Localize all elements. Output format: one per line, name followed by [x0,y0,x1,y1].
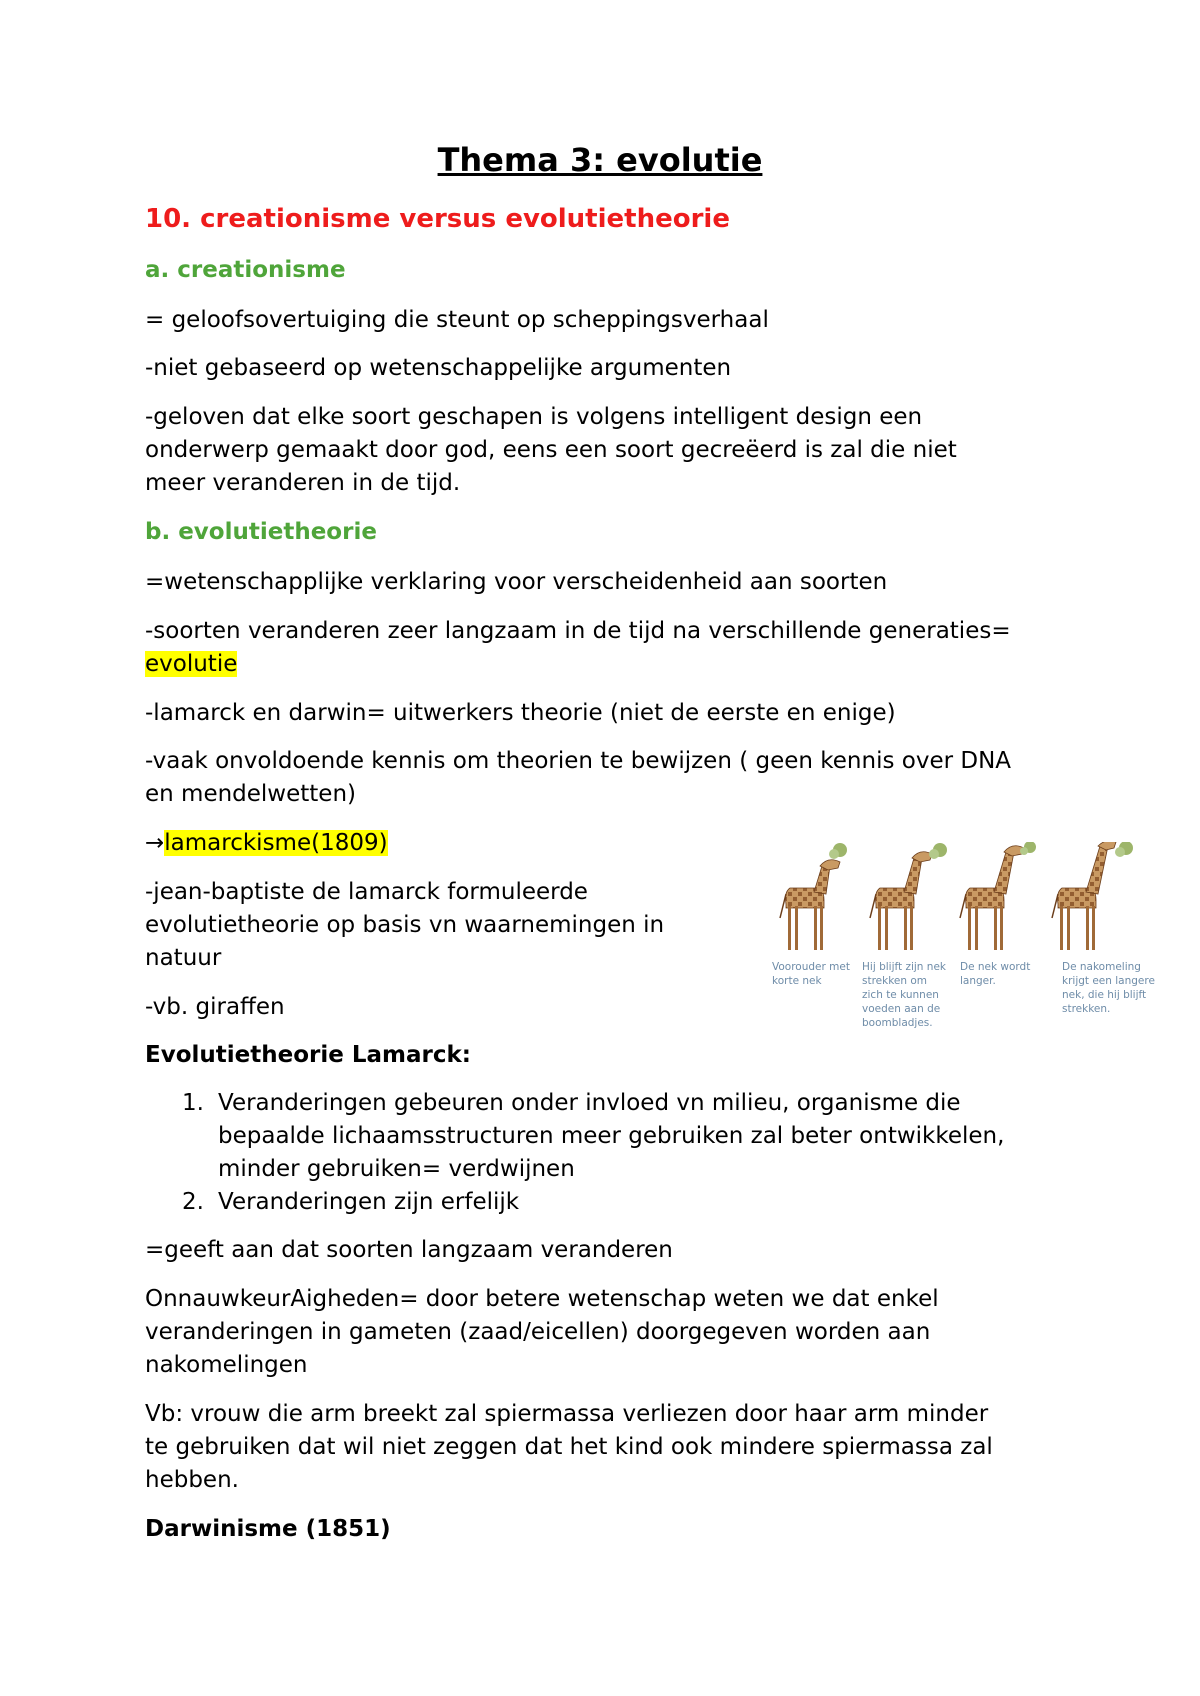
paragraph-line: -niet gebaseerd op wetenschappelijke argumenten [145,355,732,381]
paragraph-line: = geloofsovertuiging die steunt op scheppingsverhaal [145,307,769,333]
highlighted-term: lamarckisme(1809) [164,830,388,856]
figure-caption: De nek wordt langer. [960,961,1031,987]
giraffe-icon [780,843,847,950]
paragraph-line: evolutietheorie op basis vn waarnemingen in [145,912,665,938]
paragraph-line: OnnauwkeurAigheden= door betere wetenschap weten we dat enkel [145,1286,939,1312]
subheading-evolutietheorie: b. evolutietheorie [145,519,377,545]
giraffe-icon [960,842,1036,950]
paragraph-line: natuur [145,945,222,971]
paragraph-line: te gebruiken dat wil niet zeggen dat het kind ook mindere spiermassa zal [145,1434,993,1460]
arrow-icon: → [145,830,165,856]
giraffes-illustration [770,842,1170,957]
paragraph-line: -lamarck en darwin= uitwerkers theorie (niet de eerste en enige) [145,700,896,726]
paragraph-line: Vb: vrouw die arm breekt zal spiermassa verliezen door haar arm minder [145,1401,989,1427]
paragraph-line: veranderingen in gameten (zaad/eicellen) doorgegeven worden aan [145,1319,931,1345]
theory-heading: Evolutietheorie Lamarck: [145,1042,471,1068]
highlighted-term: evolutie [145,651,238,677]
darwinisme-heading: Darwinisme (1851) [145,1516,391,1542]
paragraph-line: hebben. [145,1467,239,1493]
paragraph-line: -geloven dat elke soort geschapen is volgens intelligent design een [145,404,923,430]
paragraph-line [145,648,237,681]
list-item-line: minder gebruiken= verdwijnen [218,1156,575,1182]
paragraph-line: -soorten veranderen zeer langzaam in de tijd na verschillende generaties= [145,618,1011,644]
paragraph-line: =wetenschapplijke verklaring voor verscheidenheid aan soorten [145,569,888,595]
paragraph-line: -vb. giraffen [145,994,285,1020]
figure-caption: Hij blijft zijn nek strekken om zich te kunnen voeden aan de boombladjes. [862,961,946,1029]
paragraph-line: =geeft aan dat soorten langzaam veranderen [145,1237,673,1263]
figure-caption: De nakomeling krijgt een langere nek, die hij blijft strekken. [1062,961,1155,1015]
list-item-line: Veranderingen gebeuren onder invloed vn milieu, organisme die [218,1090,961,1116]
giraffe-icon [870,843,947,950]
paragraph-line: en mendelwetten) [145,781,357,807]
paragraph-line: onderwerp gemaakt door god, eens een soort gecreëerd is zal die niet [145,437,957,463]
lamarckisme-heading [145,827,388,860]
list-item-line: Veranderingen zijn erfelijk [218,1189,520,1215]
page-title: Thema 3: evolutie [437,141,763,179]
figure-caption: Voorouder met korte nek [772,961,850,987]
section-heading: 10. creationisme versus evolutietheorie [145,204,730,234]
paragraph-line: meer veranderen in de tijd. [145,470,461,496]
paragraph-line: -vaak onvoldoende kennis om theorien te bewijzen ( geen kennis over DNA [145,748,1012,774]
subheading-creationisme: a. creationisme [145,257,346,283]
list-item-line: bepaalde lichaamsstructuren meer gebruiken zal beter ontwikkelen, [218,1123,1005,1149]
list-number: 2. [182,1189,204,1215]
paragraph-line: nakomelingen [145,1352,308,1378]
paragraph-line: -jean-baptiste de lamarck formuleerde [145,879,588,905]
giraffe-icon [1052,842,1133,950]
giraffe-evolution-figure [770,842,1170,1032]
list-number: 1. [182,1090,204,1116]
